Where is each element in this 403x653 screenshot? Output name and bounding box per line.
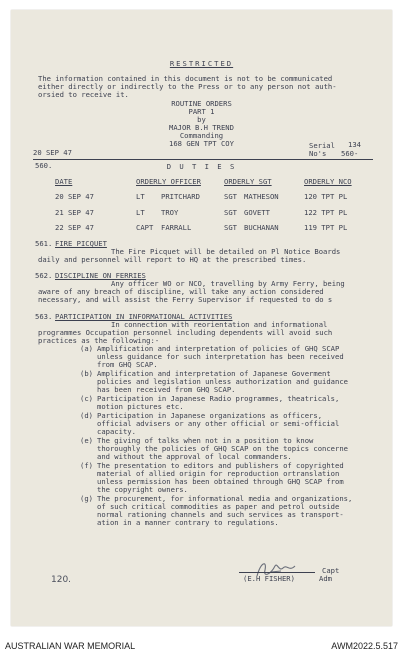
heading-line: MAJOR B.H TREND [169, 123, 234, 132]
list-label: (g) [80, 494, 93, 503]
footer-accession-number: AWM2022.5.517 [331, 641, 398, 651]
section-text: practices as the following:- [38, 336, 160, 345]
list-line: material of allied origin for reproduction ortranslation [97, 469, 340, 478]
list-line: unless permission has been obtained through GHQ SCAP from [97, 477, 344, 486]
document-date: 20 SEP 47 [33, 148, 72, 157]
duties-title: D U T I E S [166, 162, 237, 171]
list-line: the copyright owners. [97, 485, 188, 494]
list-line: motion pictures etc. [97, 402, 184, 411]
list-line: The presentation to editors and publishers of copyrighted [97, 461, 344, 470]
list-line: unless guidance for such interpretation has been received [97, 352, 344, 361]
duty-officer-rank: LT [136, 208, 145, 217]
serial-value: 134 [348, 140, 361, 149]
item-number: 562. [35, 271, 53, 280]
list-line: Participation in Japanese organizations as officers, [97, 411, 323, 420]
list-line: Participation in Japanese Radio programmes, theatricals, [97, 394, 340, 403]
list-line: normal rationing channels and such services as transport- [97, 510, 344, 519]
section-text: aware of any breach of discipline, will take any action considered [38, 287, 324, 296]
notice-line: orsied to receive it. [38, 90, 129, 99]
duty-date: 20 SEP 47 [55, 192, 94, 201]
duties-header-officer: ORDERLY OFFICER [136, 177, 201, 186]
list-label: (d) [80, 411, 93, 420]
duty-officer: TROY [161, 208, 179, 217]
list-line: and without the approval of local commanders. [97, 452, 292, 461]
section-text: The Fire Picquet will be detailed on Pl Notice Boards [111, 247, 341, 256]
handwritten-page-note: 120. [51, 575, 72, 585]
list-line: The giving of talks when not in a position to know [97, 436, 314, 445]
serial-label: Serial [309, 141, 335, 150]
signature-rank: Capt [322, 566, 340, 575]
section-title: PARTICIPATION IN INFORMATIONAL ACTIVITIES [55, 312, 233, 321]
duty-sgt: BUCHANAN [244, 223, 279, 232]
section-text: programmes Occupation personnel including dependents will avoid such [38, 328, 333, 337]
document-page [11, 10, 392, 626]
list-line: of such critical commodities as paper and petrol outside [97, 502, 340, 511]
item-number: 561. [35, 239, 53, 248]
duties-header-nco: ORDERLY NCO [304, 177, 352, 186]
duty-nco: 122 TPT PL [304, 208, 348, 217]
list-label: (c) [80, 394, 93, 403]
list-label: (b) [80, 369, 93, 378]
item-number: 563. [35, 312, 53, 321]
duty-nco: 119 TPT PL [304, 223, 348, 232]
duty-sgt: GOVETT [244, 208, 270, 217]
routine-orders-text [11, 10, 392, 626]
list-line: The procurement, for informational media and organizations, [97, 494, 353, 503]
heading-line: by [197, 115, 206, 124]
duty-officer-rank: CAPT [136, 223, 154, 232]
notice-line: The information contained in this document is not to be communicated [38, 74, 333, 83]
duty-sgt-rank: SGT [224, 208, 237, 217]
heading-line: 168 GEN TPT COY [169, 139, 234, 148]
nos-label: No's [309, 149, 327, 158]
list-line: capacity. [97, 427, 136, 436]
list-line: has been received from GHQ SCAP. [97, 385, 236, 394]
duty-officer: FARRALL [161, 223, 192, 232]
archive-footer [0, 627, 403, 653]
notice-line: either directly or indirectly to the Press or to any person not auth- [38, 82, 337, 91]
list-line: policies and legislation unless authorization and guidance [97, 377, 348, 386]
list-line: ation in a manner contrary to regulations. [97, 518, 279, 527]
heading-line: ROUTINE ORDERS [171, 99, 232, 108]
duties-header-sgt: ORDERLY SGT [224, 177, 272, 186]
list-label: (f) [80, 461, 93, 470]
footer-institution: AUSTRALIAN WAR MEMORIAL [5, 641, 136, 651]
list-line: from GHQ SCAP. [97, 360, 158, 369]
section-text: Any officer WO or NCO, travelling by Army Ferry, being [111, 279, 345, 288]
item-number: 560. [35, 161, 53, 170]
list-line: thoroughly the policies of GHQ SCAP on the topics concerne [97, 444, 348, 453]
list-line: Amplification and interpretation of Japanese Goverment [97, 369, 331, 378]
list-label: (e) [80, 436, 93, 445]
classification-heading: RESTRICTED [169, 59, 234, 68]
signature-name: (E.H FISHER) [243, 574, 295, 583]
duty-date: 22 SEP 47 [55, 223, 94, 232]
duty-officer-rank: LT [136, 192, 145, 201]
duty-sgt: MATHESON [244, 192, 279, 201]
section-text: necessary, and will assist the Ferry Supervisor if requested to do s [38, 295, 333, 304]
section-text: daily and personnel will report to HQ at the prescribed times. [38, 255, 307, 264]
duty-nco: 120 TPT PL [304, 192, 348, 201]
signature-role: Adm [319, 574, 332, 583]
heading-line: Commanding [179, 131, 224, 140]
list-line: Amplification and interpretation of policies of GHQ SCAP [97, 344, 340, 353]
heading-line: PART 1 [188, 107, 215, 116]
section-title: FIRE PICQUET [55, 239, 107, 248]
section-title: DISCIPLINE ON FERRIES [55, 271, 146, 280]
duty-sgt-rank: SGT [224, 192, 237, 201]
nos-value: 560- [341, 149, 359, 158]
list-label: (a) [80, 344, 93, 353]
duty-date: 21 SEP 47 [55, 208, 94, 217]
duties-header-date: DATE [55, 177, 73, 186]
duty-sgt-rank: SGT [224, 223, 237, 232]
duty-officer: PRITCHARD [161, 192, 200, 201]
section-text: In connection with reorientation and informational [111, 320, 328, 329]
list-line: official advisers or any other official or semi-official [97, 419, 340, 428]
